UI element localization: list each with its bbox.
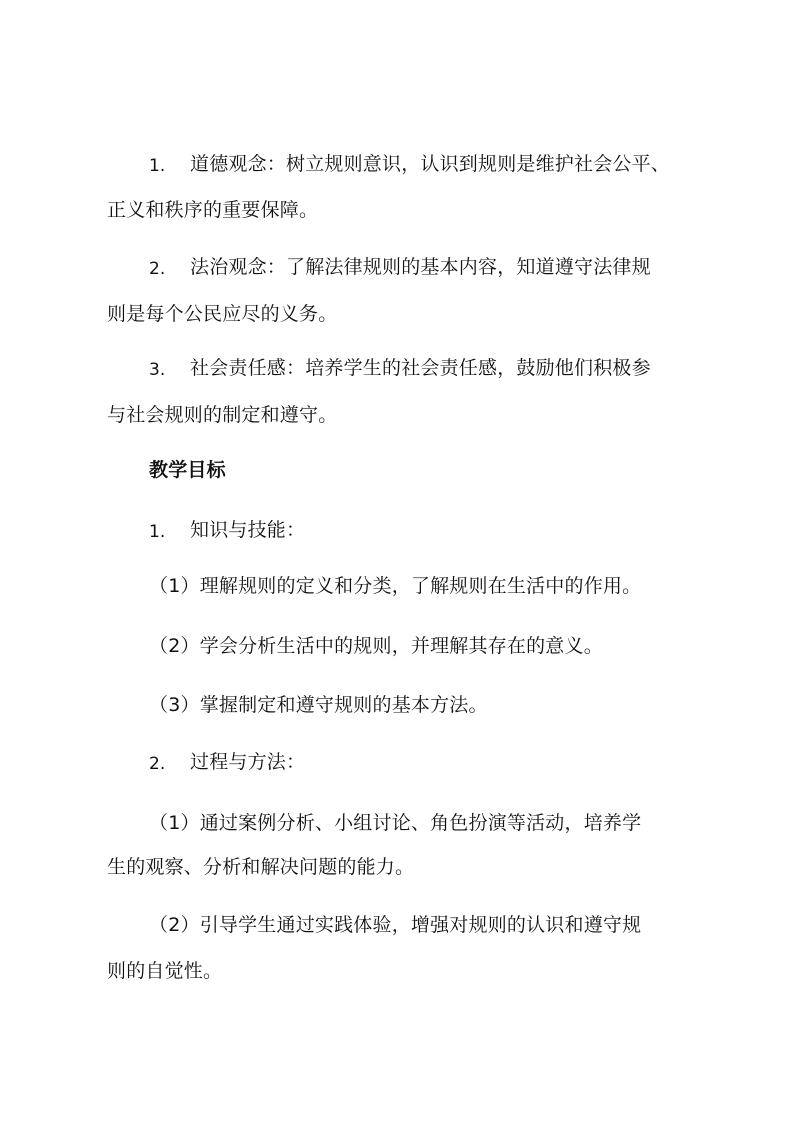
goal-2-title: 过程与方法： [190, 751, 306, 773]
goal-1-subitem-3: （3）掌握制定和遵守规则的基本方法。 [149, 694, 488, 716]
item-2-line-2: 则是每个公民应尽的义务。 [107, 303, 338, 325]
goal-2-subitem-1-line-1: （1）通过案例分析、小组讨论、角色扮演等活动，培养学 [149, 812, 642, 834]
goal-2-subitem-2-line-2: 则的自觉性。 [107, 960, 223, 982]
item-3-line-1: 社会责任感：培养学生的社会责任感，鼓励他们积极参 [190, 357, 651, 379]
goal-2-number: 2. [149, 754, 166, 774]
item-3-number: 3. [149, 360, 166, 380]
item-3-line-2: 与社会规则的制定和遵守。 [107, 404, 338, 426]
item-2-number: 2. [149, 259, 166, 279]
goal-2-subitem-2-line-1: （2）引导学生通过实践体验，增强对规则的认识和遵守规 [149, 914, 642, 936]
item-1-number: 1. [149, 156, 166, 176]
goal-2-subitem-1-line-2: 生的观察、分析和解决问题的能力。 [107, 856, 415, 878]
item-2-line-1: 法治观念：了解法律规则的基本内容，知道遵守法律规 [190, 256, 651, 278]
item-1-line-1: 道德观念：树立规则意识，认识到规则是维护社会公平、 [190, 153, 671, 175]
goal-1-subitem-2: （2）学会分析生活中的规则，并理解其存在的意义。 [149, 635, 603, 657]
goal-1-number: 1. [149, 522, 166, 542]
section-title: 教学目标 [149, 459, 226, 481]
goal-1-subitem-1: （1）理解规则的定义和分类，了解规则在生活中的作用。 [149, 575, 642, 597]
item-1-line-2: 正义和秩序的重要保障。 [107, 199, 319, 221]
goal-1-title: 知识与技能： [190, 519, 306, 541]
